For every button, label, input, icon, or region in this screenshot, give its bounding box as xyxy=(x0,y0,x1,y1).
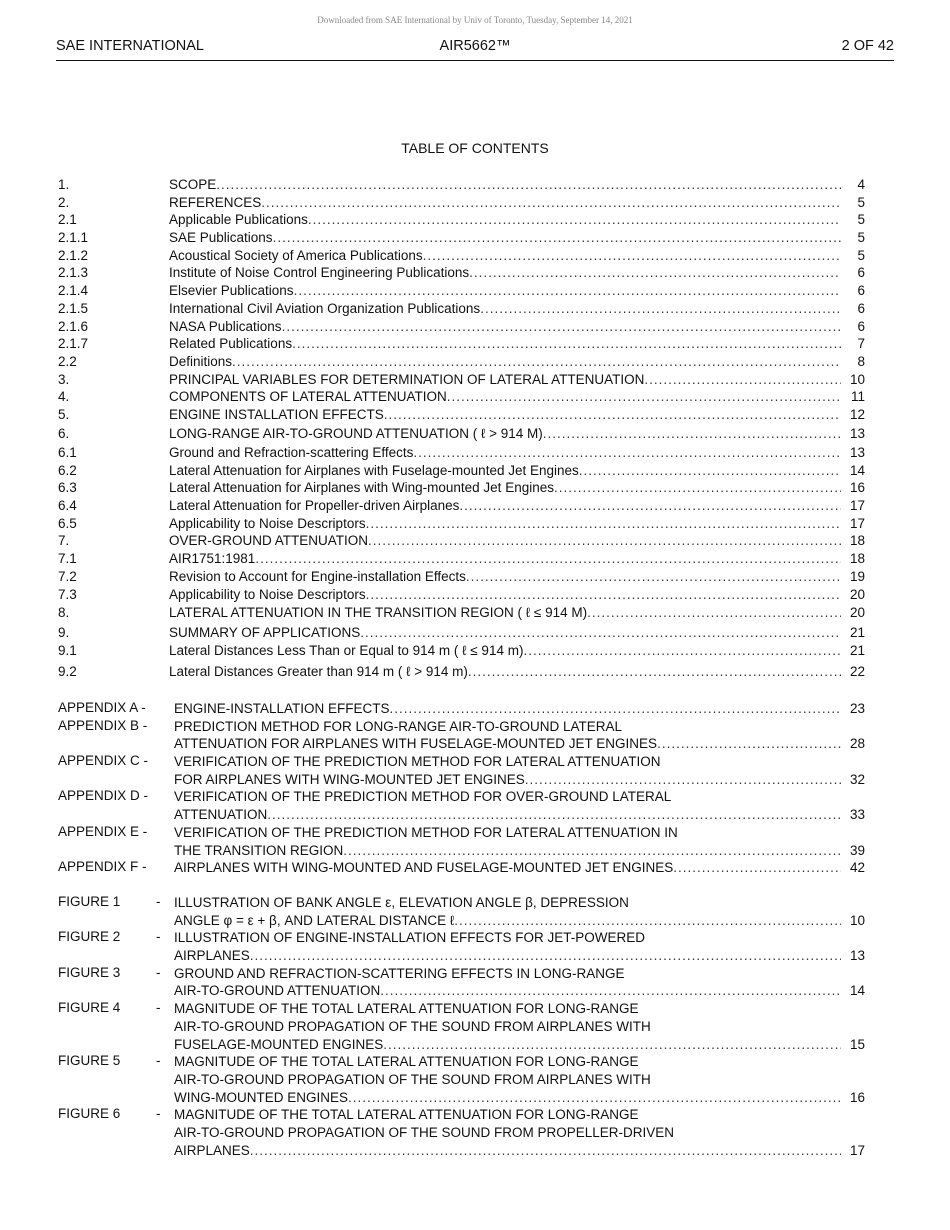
entry-body xyxy=(169,282,865,300)
toc-entry[interactable] xyxy=(58,300,865,318)
toc-entry[interactable] xyxy=(58,424,865,444)
entry-page: 12 xyxy=(849,406,865,422)
appendix-entry[interactable] xyxy=(58,859,865,877)
entry-number: 3. xyxy=(58,371,70,387)
entry-page: 13 xyxy=(849,445,865,461)
entry-title: Applicable Publications xyxy=(169,212,308,228)
entry-title: COMPONENTS OF LATERAL ATTENUATION xyxy=(169,389,447,405)
dot-leader xyxy=(673,859,841,877)
header-document-id: AIR5662™ xyxy=(439,38,511,54)
figure-entry-separator: - xyxy=(156,929,161,945)
entry-title: Revision to Account for Engine-installation Effects xyxy=(169,568,466,584)
entry-number: 2. xyxy=(58,194,70,210)
toc-entry[interactable] xyxy=(58,586,865,604)
entry-body xyxy=(169,444,865,462)
appendix-entry[interactable] xyxy=(58,788,865,823)
entry-body xyxy=(169,641,865,661)
figure-entry-page: 10 xyxy=(849,912,865,928)
header-organization: SAE INTERNATIONAL xyxy=(56,38,204,54)
entry-title: LATERAL ATTENUATION IN THE TRANSITION REGION ( ℓ ≤ 914 M) xyxy=(169,605,588,621)
appendix-entry-label: APPENDIX A - xyxy=(58,700,146,715)
toc-entry[interactable] xyxy=(58,568,865,586)
entry-body xyxy=(169,176,865,194)
appendix-entry[interactable] xyxy=(58,718,865,753)
appendix-entry[interactable] xyxy=(58,700,865,718)
appendix-entry-page: 42 xyxy=(849,860,865,876)
figure-entry-title-line: AIRPLANES xyxy=(174,1142,250,1158)
figure-entry-title-line: AIR-TO-GROUND PROPAGATION OF THE SOUND FROM AIRPLANES WITH xyxy=(174,1071,651,1087)
entry-number: 2.2 xyxy=(58,353,77,369)
entry-page: 5 xyxy=(857,247,865,263)
toc-entry[interactable] xyxy=(58,406,865,424)
toc-entry[interactable] xyxy=(58,211,865,229)
appendix-entry-line xyxy=(174,753,865,771)
entry-number: 1. xyxy=(58,177,70,192)
figure-entry[interactable] xyxy=(58,1000,865,1053)
figure-entry-title-line: ANGLE φ = ε + β, AND LATERAL DISTANCE ℓ xyxy=(174,912,455,928)
figure-entry-page: 16 xyxy=(849,1089,865,1105)
entry-page: 21 xyxy=(849,624,865,640)
figure-entry-separator: - xyxy=(156,1000,161,1016)
figure-entry-title-line: AIR-TO-GROUND PROPAGATION OF THE SOUND FROM AIRPLANES WITH xyxy=(174,1018,651,1034)
entry-number: 4. xyxy=(58,389,70,405)
entry-body xyxy=(169,247,865,265)
toc-entry[interactable] xyxy=(58,662,865,682)
appendix-entry-line xyxy=(174,824,865,842)
entry-number: 6.4 xyxy=(58,498,77,514)
figure-entry-text xyxy=(174,965,865,1000)
toc-entry[interactable] xyxy=(58,335,865,353)
entry-page: 5 xyxy=(857,230,865,246)
entry-number: 6.1 xyxy=(58,445,77,461)
entry-number: 2.1 xyxy=(58,212,77,228)
toc-entry[interactable] xyxy=(58,624,865,642)
dot-leader xyxy=(579,462,841,480)
dot-leader xyxy=(366,586,841,604)
figure-entry-line xyxy=(174,982,865,1000)
appendix-entry-label: APPENDIX F - xyxy=(58,859,147,875)
toc-entry[interactable] xyxy=(58,641,865,661)
figure-entry-title-line: MAGNITUDE OF THE TOTAL LATERAL ATTENUATION FOR LONG-RANGE xyxy=(174,1001,639,1017)
dot-leader xyxy=(360,624,841,642)
figure-entry-line xyxy=(174,1124,865,1142)
dot-leader xyxy=(384,406,841,424)
dot-leader xyxy=(282,318,841,336)
figure-entry-page: 14 xyxy=(849,983,865,999)
entry-body xyxy=(169,424,865,444)
appendix-entry-line xyxy=(174,735,865,753)
toc-entry[interactable] xyxy=(58,264,865,282)
appendix-entry-title-line: VERIFICATION OF THE PREDICTION METHOD FOR OVER-GROUND LATERAL xyxy=(174,789,672,805)
toc-entry[interactable] xyxy=(58,353,865,371)
toc-entry[interactable] xyxy=(58,247,865,265)
entry-page: 20 xyxy=(849,605,865,621)
appendix-entry-text xyxy=(174,824,865,859)
appendix-entry-page: 32 xyxy=(849,771,865,787)
entry-page: 20 xyxy=(849,586,865,602)
dot-leader xyxy=(273,229,841,247)
entry-body xyxy=(169,388,865,406)
toc-entry[interactable] xyxy=(58,388,865,406)
toc-section-list xyxy=(58,176,865,682)
figure-entry-line xyxy=(174,1071,865,1089)
figure-entry-separator: - xyxy=(156,1106,161,1122)
entry-page: 6 xyxy=(857,318,865,334)
entry-title: AIR1751:1981 xyxy=(169,551,256,567)
entry-page: 22 xyxy=(849,663,865,679)
appendix-entry-line xyxy=(174,788,865,806)
entry-number: 9. xyxy=(58,624,70,640)
toc-entry[interactable] xyxy=(58,282,865,300)
entry-page: 18 xyxy=(849,533,865,549)
appendix-entry-label: APPENDIX C - xyxy=(58,753,149,769)
appendix-entry-title-line: VERIFICATION OF THE PREDICTION METHOD FOR LATERAL ATTENUATION IN xyxy=(174,824,678,840)
toc-entry[interactable] xyxy=(58,603,865,623)
figure-entry-line xyxy=(174,1142,865,1160)
entry-title: Lateral Distances Less Than or Equal to 914 m ( ℓ ≤ 914 m) xyxy=(169,643,524,659)
figure-entry-separator: - xyxy=(156,894,161,909)
appendix-entry-label: APPENDIX E - xyxy=(58,823,148,839)
entry-page: 16 xyxy=(849,480,865,496)
appendix-entry-page: 39 xyxy=(849,842,865,858)
figure-entry-title-line: FUSELAGE-MOUNTED ENGINES xyxy=(174,1036,384,1052)
dot-leader xyxy=(447,388,841,406)
figure-entry-text xyxy=(174,1106,865,1159)
entry-title: NASA Publications xyxy=(169,318,282,334)
dot-leader xyxy=(390,700,841,718)
figure-entry-line xyxy=(174,1053,865,1071)
toc-entry[interactable] xyxy=(58,532,865,550)
dot-leader xyxy=(294,282,841,300)
appendix-entry-line xyxy=(174,718,865,736)
dot-leader xyxy=(459,497,841,515)
entry-body xyxy=(169,515,865,533)
entry-title: Definitions xyxy=(169,353,233,369)
entry-number: 6.2 xyxy=(58,462,77,478)
entry-body xyxy=(169,462,865,480)
dot-leader xyxy=(469,264,841,282)
entry-title: SCOPE xyxy=(169,177,217,192)
figure-entry-page: 17 xyxy=(849,1142,865,1158)
dot-leader xyxy=(644,371,841,389)
toc-entry[interactable] xyxy=(58,318,865,336)
dot-leader xyxy=(348,1089,841,1107)
dot-leader xyxy=(468,662,841,682)
entry-body xyxy=(169,335,865,353)
entry-number: 2.1.4 xyxy=(58,283,89,299)
appendix-entry-title-line: ATTENUATION FOR AIRPLANES WITH FUSELAGE-MOUNTED JET ENGINES xyxy=(174,736,658,752)
figure-entry-text xyxy=(174,894,865,929)
entry-number: 9.2 xyxy=(58,663,77,679)
appendix-entry-title-line: ENGINE-INSTALLATION EFFECTS xyxy=(174,701,390,716)
dot-leader xyxy=(216,176,841,194)
toc-figure-list xyxy=(58,894,865,1159)
appendix-entry-line xyxy=(174,859,865,877)
entry-body xyxy=(169,624,865,642)
entry-number: 2.1.7 xyxy=(58,336,89,352)
entry-title: Elsevier Publications xyxy=(169,283,294,299)
entry-title: Lateral Attenuation for Propeller-driven Airplanes xyxy=(169,498,460,514)
entry-number: 9.1 xyxy=(58,643,77,659)
figure-entry-label: FIGURE 2 xyxy=(58,929,121,945)
entry-title: SAE Publications xyxy=(169,230,273,246)
entry-page: 19 xyxy=(849,568,865,584)
appendix-entry-line xyxy=(174,842,865,860)
entry-title: OVER-GROUND ATTENUATION xyxy=(169,533,369,549)
entry-title: Applicability to Noise Descriptors xyxy=(169,515,366,531)
entry-body xyxy=(169,603,865,623)
dot-leader xyxy=(255,550,841,568)
dot-leader xyxy=(554,479,841,497)
download-watermark: Downloaded from SAE International by Univ of Toronto, Tuesday, September 14, 2021 xyxy=(317,15,633,25)
figure-entry-line xyxy=(174,1089,865,1107)
figure-entry[interactable] xyxy=(58,1106,865,1159)
appendix-entry-text xyxy=(174,718,865,753)
dot-leader xyxy=(261,194,841,212)
dot-leader xyxy=(480,300,841,318)
dot-leader xyxy=(657,735,841,753)
entry-title: ENGINE INSTALLATION EFFECTS xyxy=(169,406,384,422)
figure-entry[interactable] xyxy=(58,1053,865,1106)
appendix-entry-line xyxy=(174,700,865,718)
appendix-entry[interactable] xyxy=(58,753,865,788)
figure-entry-title-line: MAGNITUDE OF THE TOTAL LATERAL ATTENUATION FOR LONG-RANGE xyxy=(174,1107,639,1123)
toc-entry[interactable] xyxy=(58,194,865,212)
appendix-entry-title-line: PREDICTION METHOD FOR LONG-RANGE AIR-TO-GROUND LATERAL xyxy=(174,718,623,734)
entry-page: 18 xyxy=(849,551,865,567)
appendix-entry-line xyxy=(174,806,865,824)
appendix-entry[interactable] xyxy=(58,824,865,859)
figure-entry-separator: - xyxy=(156,1053,161,1069)
entry-body xyxy=(169,550,865,568)
entry-page: 14 xyxy=(849,462,865,478)
figure-entry-page: 13 xyxy=(849,948,865,964)
figure-entry-line xyxy=(174,912,865,930)
dot-leader xyxy=(454,912,841,930)
figure-entry-line xyxy=(174,1106,865,1124)
appendix-entry-label: APPENDIX D - xyxy=(58,788,149,804)
toc-entry[interactable] xyxy=(58,515,865,533)
page-header xyxy=(56,38,894,61)
figure-entry-separator: - xyxy=(156,964,161,980)
entry-title: SUMMARY OF APPLICATIONS xyxy=(169,624,361,640)
entry-number: 2.1.5 xyxy=(58,300,89,316)
figure-entry-text xyxy=(174,929,865,964)
figure-entry-title-line: MAGNITUDE OF THE TOTAL LATERAL ATTENUATION FOR LONG-RANGE xyxy=(174,1054,639,1070)
toc-entry[interactable] xyxy=(58,462,865,480)
dot-leader xyxy=(380,982,841,1000)
entry-page: 7 xyxy=(857,336,865,352)
entry-body xyxy=(169,318,865,336)
entry-number: 7.3 xyxy=(58,586,77,602)
figure-entry-label: FIGURE 3 xyxy=(58,964,121,980)
appendix-entry-text xyxy=(174,700,865,718)
dot-leader xyxy=(366,515,841,533)
entry-number: 6.3 xyxy=(58,480,77,496)
entry-number: 6. xyxy=(58,425,70,441)
header-page-number: 2 OF 42 xyxy=(841,38,894,54)
entry-page: 5 xyxy=(857,212,865,228)
figure-entry-label: FIGURE 1 xyxy=(58,894,121,909)
dot-leader xyxy=(587,603,841,623)
entry-body xyxy=(169,229,865,247)
entry-page: 11 xyxy=(850,389,865,405)
figure-entry-label: FIGURE 5 xyxy=(58,1053,121,1069)
entry-body xyxy=(169,662,865,682)
figure-entry[interactable] xyxy=(58,894,865,929)
figure-entry-title-line: ILLUSTRATION OF BANK ANGLE ε, ELEVATION ANGLE β, DEPRESSION xyxy=(174,895,629,910)
dot-leader xyxy=(525,771,841,789)
figure-entry[interactable] xyxy=(58,965,865,1000)
dot-leader xyxy=(383,1036,841,1054)
toc-entry[interactable] xyxy=(58,550,865,568)
appendix-entry-text xyxy=(174,753,865,788)
figure-entry-text xyxy=(174,1000,865,1053)
figure-entry-line xyxy=(174,1000,865,1018)
dot-leader xyxy=(343,842,841,860)
appendix-entry-title-line: ATTENUATION xyxy=(174,807,268,823)
figure-entry-line xyxy=(174,894,865,912)
entry-body xyxy=(169,211,865,229)
entry-page: 8 xyxy=(857,353,865,369)
toc-entry[interactable] xyxy=(58,497,865,515)
appendix-entry-title-line: VERIFICATION OF THE PREDICTION METHOD FOR LATERAL ATTENUATION xyxy=(174,754,661,770)
figure-entry-line xyxy=(174,1018,865,1036)
toc-appendix-list xyxy=(58,700,865,877)
dot-leader xyxy=(423,247,841,265)
entry-page: 17 xyxy=(849,498,865,514)
entry-title: REFERENCES xyxy=(169,194,262,210)
dot-leader xyxy=(250,1142,841,1160)
appendix-entry-page: 28 xyxy=(849,736,865,752)
entry-number: 2.1.3 xyxy=(58,265,89,281)
entry-body xyxy=(169,406,865,424)
appendix-entry-text xyxy=(174,788,865,823)
appendix-entry-page: 23 xyxy=(849,701,865,716)
appendix-entry-text xyxy=(174,859,865,877)
figure-entry-title-line: AIR-TO-GROUND PROPAGATION OF THE SOUND FROM PROPELLER-DRIVEN xyxy=(174,1124,675,1140)
figure-entry-line xyxy=(174,1036,865,1054)
entry-title: Acoustical Society of America Publications xyxy=(169,247,423,263)
entry-body xyxy=(169,532,865,550)
figure-entry-title-line: WING-MOUNTED ENGINES xyxy=(174,1089,348,1105)
entry-title: Institute of Noise Control Engineering Publications xyxy=(169,265,470,281)
entry-number: 6.5 xyxy=(58,515,77,531)
dot-leader xyxy=(413,444,841,462)
dot-leader xyxy=(523,641,841,661)
entry-body xyxy=(169,371,865,389)
entry-page: 4 xyxy=(857,177,865,192)
entry-number: 7.1 xyxy=(58,551,77,567)
appendix-entry-page: 33 xyxy=(849,807,865,823)
dot-leader xyxy=(267,806,841,824)
toc-entry[interactable] xyxy=(58,371,865,389)
appendix-entry-title-line: THE TRANSITION REGION xyxy=(174,842,344,858)
dot-leader xyxy=(292,335,841,353)
entry-title: LONG-RANGE AIR-TO-GROUND ATTENUATION ( ℓ > 914 M) xyxy=(169,425,543,441)
appendix-entry-title-line: FOR AIRPLANES WITH WING-MOUNTED JET ENGINES xyxy=(174,771,525,787)
entry-page: 13 xyxy=(849,425,865,441)
entry-title: PRINCIPAL VARIABLES FOR DETERMINATION OF LATERAL ATTENUATION xyxy=(169,371,645,387)
appendix-entry-label: APPENDIX B - xyxy=(58,717,148,733)
dot-leader xyxy=(232,353,841,371)
figure-entry-title-line: GROUND AND REFRACTION-SCATTERING EFFECTS IN LONG-RANGE xyxy=(174,965,625,981)
entry-number: 7.2 xyxy=(58,568,77,584)
entry-page: 17 xyxy=(849,515,865,531)
entry-body xyxy=(169,586,865,604)
entry-page: 6 xyxy=(857,265,865,281)
entry-page: 6 xyxy=(857,283,865,299)
entry-body xyxy=(169,497,865,515)
appendix-entry-line xyxy=(174,771,865,789)
entry-title: International Civil Aviation Organization Publications xyxy=(169,300,481,316)
figure-entry[interactable] xyxy=(58,929,865,964)
entry-page: 6 xyxy=(857,300,865,316)
figure-entry-line xyxy=(174,929,865,947)
entry-body xyxy=(169,353,865,371)
entry-page: 10 xyxy=(849,371,865,387)
dot-leader xyxy=(250,947,841,965)
entry-page: 5 xyxy=(857,194,865,210)
figure-entry-title-line: AIRPLANES xyxy=(174,948,250,964)
entry-title: Lateral Attenuation for Airplanes with Wing-mounted Jet Engines xyxy=(169,480,554,496)
entry-title: Lateral Attenuation for Airplanes with Fuselage-mounted Jet Engines xyxy=(169,462,579,478)
dot-leader xyxy=(368,532,841,550)
entry-body xyxy=(169,300,865,318)
entry-title: Related Publications xyxy=(169,336,293,352)
toc-entry[interactable] xyxy=(58,479,865,497)
toc-entry[interactable] xyxy=(58,176,865,194)
entry-body xyxy=(169,264,865,282)
figure-entry-label: FIGURE 6 xyxy=(58,1106,121,1122)
page-title: TABLE OF CONTENTS xyxy=(401,140,549,156)
dot-leader xyxy=(466,568,841,586)
appendix-entry-title-line: AIRPLANES WITH WING-MOUNTED AND FUSELAGE-MOUNTED JET ENGINES xyxy=(174,860,674,876)
entry-body xyxy=(169,479,865,497)
entry-number: 7. xyxy=(58,533,70,549)
entry-number: 2.1.1 xyxy=(58,230,89,246)
dot-leader xyxy=(308,211,841,229)
figure-entry-title-line: AIR-TO-GROUND ATTENUATION xyxy=(174,983,381,999)
dot-leader xyxy=(543,424,841,444)
entry-title: Lateral Distances Greater than 914 m ( ℓ > 914 m) xyxy=(169,663,468,679)
toc-entry[interactable] xyxy=(58,444,865,462)
entry-number: 8. xyxy=(58,605,70,621)
figure-entry-title-line: ILLUSTRATION OF ENGINE-INSTALLATION EFFECTS FOR JET-POWERED xyxy=(174,930,646,946)
entry-title: Applicability to Noise Descriptors xyxy=(169,586,366,602)
figure-entry-line xyxy=(174,947,865,965)
entry-body xyxy=(169,568,865,586)
entry-number: 2.1.2 xyxy=(58,247,89,263)
entry-number: 2.1.6 xyxy=(58,318,89,334)
entry-number: 5. xyxy=(58,406,70,422)
toc-entry[interactable] xyxy=(58,229,865,247)
figure-entry-text xyxy=(174,1053,865,1106)
figure-entry-page: 15 xyxy=(849,1036,865,1052)
entry-body xyxy=(169,194,865,212)
figure-entry-label: FIGURE 4 xyxy=(58,1000,121,1016)
figure-entry-line xyxy=(174,965,865,983)
entry-title: Ground and Refraction-scattering Effects xyxy=(169,445,414,461)
entry-page: 21 xyxy=(849,643,865,659)
